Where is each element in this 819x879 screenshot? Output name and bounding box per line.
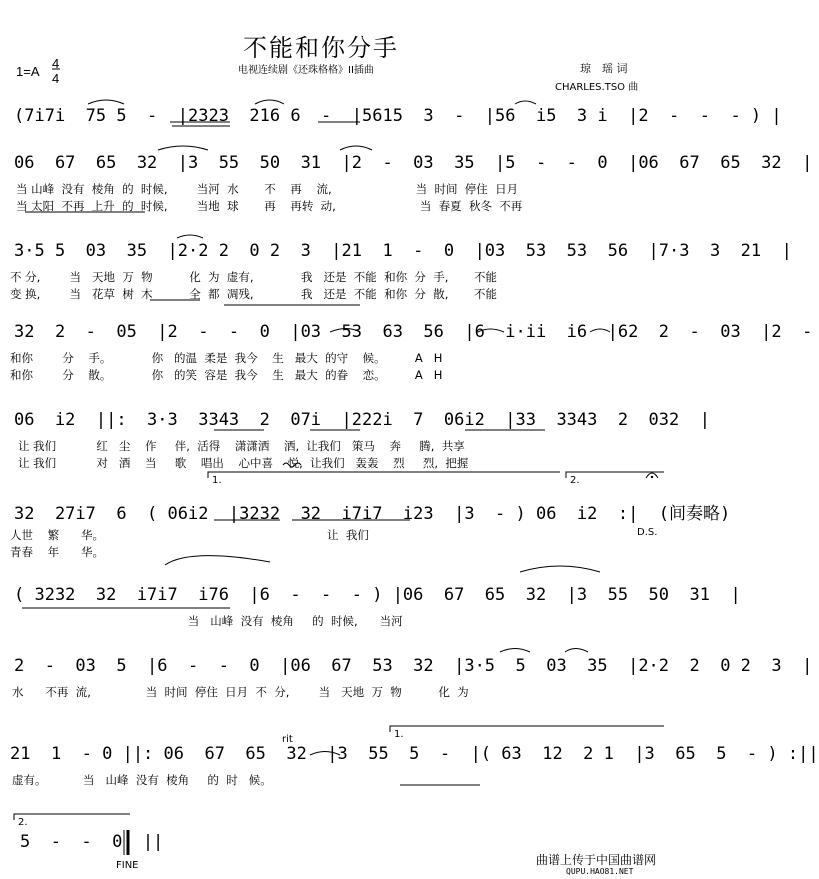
ending-1-marker: 1. — [212, 475, 222, 486]
ds-marker: D.S. — [637, 527, 658, 538]
lyricist-credit: 琼 瑶 词 — [580, 62, 628, 75]
lyric-line-7: 当 山峰 没有 棱角 的 时候, 当河 — [16, 614, 403, 628]
ending-2-marker: 2. — [570, 475, 580, 486]
rit-marker: rit — [282, 734, 293, 745]
notation-line-4: 32 2 - 05 |2 - - 0 |03 53 63 56 |6 i·ii i6 |62 2 - 03 |2 - — [14, 322, 813, 342]
lyric-line-3-verse-2: 变 换, 当 花草 树 木 全 都 凋残, 我 还是 不能 和你 分 散, 不能 — [10, 287, 497, 301]
notation-line-10: 5 - - 0 || — [20, 832, 164, 852]
key-signature: 1=A — [16, 64, 40, 79]
lyric-line-2-verse-2: 当 太阳 不再 上升 的 时候, 当地 球 再 再转 动, 当 春夏 秋冬 不再 — [16, 199, 523, 213]
notation-line-7: ( 3232 32 i7i7 i76 |6 - - - ) |06 67 65 32 |3 55 50 31 | — [14, 585, 741, 605]
notation-line-2: 06 67 65 32 |3 55 50 31 |2 - 03 35 |5 - - 0 |06 67 65 32 | — [14, 153, 813, 173]
lyric-line-6-verse-1: 人世 繁 华。 让 我们 — [10, 528, 369, 542]
notation-line-5: 06 i2 ||: 3·3 3343 2 07i |222i 7 06i2 |33 3343 2 032 | — [14, 410, 710, 430]
lyric-line-4-verse-1: 和你 分 手。 你 的温 柔是 我今 生 最大 的守 候。 A H — [10, 351, 443, 365]
notation-line-1: (7i7i 75 5 - |2323 216 6 - |5615 3 - |56 i5 3 i |2 - - - ) | — [14, 106, 782, 126]
lyric-line-8: 水 不再 流, 当 时间 停住 日月 不 分, 当 天地 万 物 化 为 — [12, 685, 469, 699]
lyric-line-5-verse-1: 让 我们 红 尘 作 伴, 活得 潇潇洒 洒, 让我们 策马 奔 腾, 共享 — [18, 439, 465, 453]
lyric-line-5-verse-2: 让 我们 对 酒 当 歌 唱出 心中喜 悦, 让我们 轰轰 烈 烈, 把握 — [18, 456, 469, 470]
page-title: 不能和你分手 — [243, 34, 399, 62]
fine-marker: FINE — [116, 860, 139, 871]
time-signature-top: 4 — [52, 56, 60, 71]
notation-line-3: 3·5 5 03 35 |2·2 2 0 2 3 |21 1 - 0 |03 53 53 56 |7·3 3 21 | — [14, 241, 792, 261]
notation-line-6: 32 27i7 6 ( 06i2 |3232 32 i7i7 i23 |3 - ) 06 i2 :| (间奏略) — [14, 504, 731, 524]
lyric-line-9: 虚有。 当 山峰 没有 棱角 的 时 候。 — [12, 773, 272, 787]
time-signature-bottom: 4 — [52, 71, 60, 86]
lyric-line-2-verse-1: 当 山峰 没有 棱角 的 时候, 当河 水 不 再 流, 当 时间 停住 日月 — [16, 182, 519, 196]
subtitle: 电视连续剧《还珠格格》II插曲 — [238, 65, 374, 76]
notation-line-9: 21 1 - 0 ||: 06 67 65 32 |3 55 5 - |( 63 12 2 1 |3 65 5 - ) :|| — [10, 744, 819, 764]
notation-line-8: 2 - 03 5 |6 - - 0 |06 67 53 32 |3·5 5 03 35 |2·2 2 0 2 3 | — [14, 656, 813, 676]
composer-credit: CHARLES.TSO 曲 — [555, 82, 639, 93]
watermark-text: 曲谱上传于中国曲谱网 — [536, 853, 657, 867]
lyric-line-3-verse-1: 不 分, 当 天地 万 物 化 为 虚有, 我 还是 不能 和你 分 手, 不能 — [10, 270, 497, 284]
ending-1-marker-b: 1. — [394, 729, 404, 740]
watermark-url: QUPU.HAO81.NET — [566, 867, 634, 876]
ending-2-marker-b: 2. — [18, 817, 28, 828]
lyric-line-6-verse-2: 青春 年 华。 — [10, 545, 105, 559]
lyric-line-4-verse-2: 和你 分 散。 你 的笑 容是 我今 生 最大 的眷 恋。 A H — [10, 368, 443, 382]
